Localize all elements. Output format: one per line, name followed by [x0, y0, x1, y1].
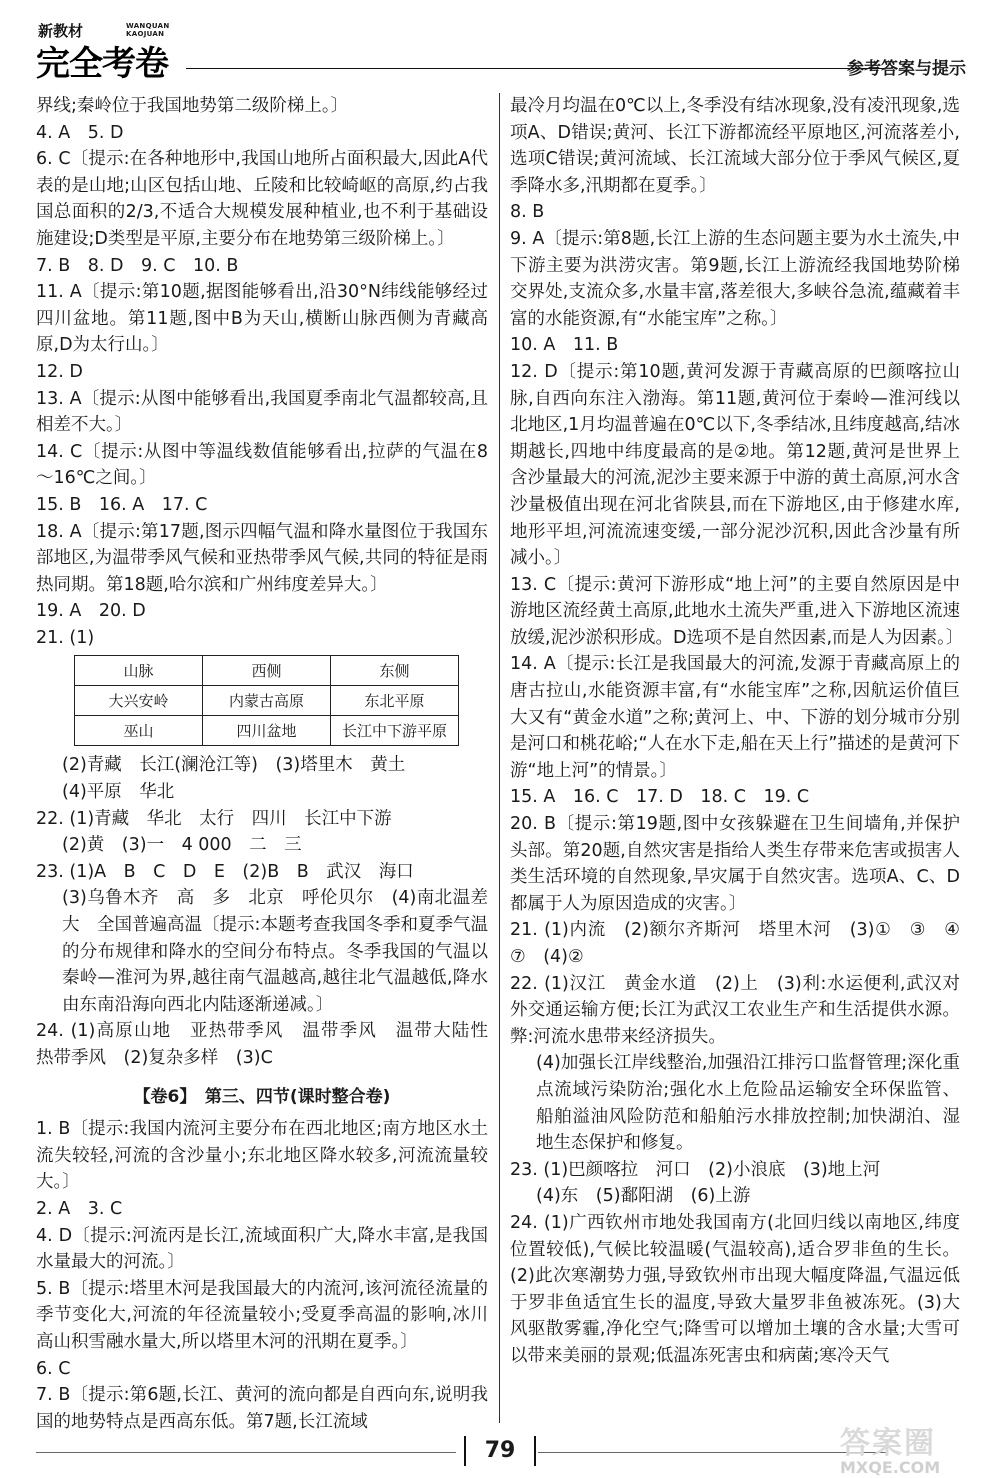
answer-item: 14. C〔提示:从图中等温线数值能够看出,拉萨的气温在8～16℃之间。〕: [36, 441, 488, 489]
answer-item: (3)乌鲁木齐 高 多 北京 呼伦贝尔 (4)南北温差大 全国普遍高温〔提示:本题考查我国冬季和夏季气温的分布规律和降水的空间分布特点。冬季我国的气温以秦岭—淮河为界,越往南气温越高,越往北气温越低,降水由东南沿海向西北内陆逐渐递减。〕: [62, 888, 488, 1015]
right-column: [510, 93, 978, 1370]
table-cell: 巫山: [75, 716, 203, 746]
header-divider: [186, 68, 886, 69]
answer-item: 6. C〔提示:在各种地形中,我国山地所占面积最大,因此A代表的是山地;山区包括山地、丘陵和比较崎岖的高原,约占我国总面积的2/3,不适合大规模发展种植业,也不利于基础设施建设;D类型是平原,主要分布在地势第三级阶梯上。〕: [36, 149, 488, 249]
footer-rule-right: [538, 1452, 888, 1453]
brand-series: 新教材: [38, 22, 84, 40]
section-heading: 【卷6】 第三、四节(课时整合卷): [133, 1086, 391, 1107]
answer-item: 6. C: [36, 1358, 71, 1379]
answer-item: 24. (1)广西钦州市地处我国南方(北回归线以南地区,纬度位置较低),气候比较温暖(气温较高),适合罗非鱼的生长。(2)此次寒潮势力强,导致钦州市出现大幅度降温,气温远低于罗非鱼适宜生长的温度,导致大量罗非鱼被冻死。(3)大风驱散雾霾,净化空气;降雪可以增加土壤的含水量;大雪可以带来美丽的景观;低温冻死害虫和病菌;寒冷天气: [510, 1212, 960, 1366]
answer-item: 12. D〔提示:第10题,黄河发源于青藏高原的巴颜喀拉山脉,自西向东注入渤海。第11题,黄河位于秦岭—淮河线以北地区,1月均温普遍在0℃以下,冬季结冰,且纬度越高,结冰期越长,四地中纬度最高的是②地。第12题,黄河是世界上含沙量最大的河流,泥沙主要来源于中游的黄土高原,河水含沙量极值出现在河北省陕县,而在下游地区,由于修建水库,地形平坦,河流流速变缓,一部分泥沙沉积,因此含沙量有所减小。〕: [510, 361, 960, 569]
table-cell: 东北平原: [331, 686, 459, 716]
table-cell: 内蒙古高原: [203, 686, 331, 716]
answer-item: 4. D〔提示:河流丙是长江,流域面积广大,降水丰富,是我国水量最大的河流。〕: [36, 1225, 488, 1273]
table-row: [75, 686, 459, 716]
answer-item: 22. (1)青藏 华北 太行 四川 长江中下游: [36, 808, 392, 829]
brand-pinyin-line-2: KAOJUAN: [126, 30, 165, 38]
answer-item: 13. C〔提示:黄河下游形成“地上河”的主要自然原因是中游地区流经黄土高原,此地水土流失严重,进入下游地区流速放缓,泥沙淤积形成。D选项不是自然因素,而是人为因素。〕: [510, 574, 964, 648]
answer-item: 7. B〔提示:第6题,长江、黄河的流向都是自西向东,说明我国的地势特点是西高东低。第7题,长江流域: [36, 1385, 488, 1432]
brand-logo-text: 完全考卷: [36, 44, 168, 84]
table-header-cell: 山脉: [75, 656, 203, 686]
answer-item: (4)东 (5)鄱阳湖 (6)上游: [536, 1186, 751, 1207]
answer-item: 5. B〔提示:塔里木河是我国最大的内流河,该河流径流量的季节变化大,河流的年径流量较小;受夏季高温的影响,冰川高山积雪融水量大,所以塔里木河的汛期在夏季。〕: [36, 1278, 488, 1352]
answer-item: 4. A 5. D: [36, 122, 124, 143]
watermark-logo: [840, 1418, 980, 1477]
answer-item: 9. A〔提示:第8题,长江上游的生态问题主要为水土流失,中下游主要为洪涝灾害。第9题,长江上游流经我国地势阶梯交界处,支流众多,水量丰富,落差很大,多峡谷急流,蕴藏着丰富的水能资源,有“水能宝库”之称。〕: [510, 228, 960, 329]
answer-item: 20. B〔提示:第19题,图中女孩躲避在卫生间墙角,并保护头部。第20题,自然灾害是指给人类生存带来危害或损害人类生活环境的自然现象,旱灾属于自然灾害。选项A、C、D都属于人为原因造成的灾害。〕: [510, 814, 960, 914]
page-header: [36, 20, 966, 84]
answer-item: (2)黄 (3)一 4 000 二 三: [62, 835, 302, 856]
answer-item: (4)加强长江岸线整治,加强沿江排污口监督管理;深化重点流域污染防治;强化水上危险品运输安全环保监管、船舶溢油风险防范和船舶污水排放控制;加快湖泊、湿地生态保护和修复。: [536, 1053, 960, 1154]
answer-table-21: [74, 655, 459, 746]
answer-item: 21. (1)内流 (2)额尔齐斯河 塔里木河 (3)① ③ ④ ⑦ (4)②: [510, 920, 978, 967]
answer-item: 24. (1)高原山地 亚热带季风 温带季风 温带大陆性 热带季风 (2)复杂多样 (3)C: [36, 1021, 506, 1068]
answer-item: 14. A〔提示:长江是我国最大的河流,发源于青藏高原上的唐古拉山,水能资源丰富,有“水能宝库”之称,因航运价值巨大又有“黄金水道”之称;黄河上、中、下游的划分城市分别是河口和桃花峪;“人在水下走,船在天上行”描述的是黄河下游“地上河”的情景。〕: [510, 654, 960, 781]
answer-item: 12. D: [36, 361, 83, 382]
answer-item: 最冷月均温在0℃以上,冬季没有结冰现象,没有凌汛现象,选项A、D错误;黄河、长江下游都流经平原地区,河流落差小,选项C错误;黄河流域、长江流域大部分位于季风气候区,夏季降水多,汛期都在夏季。〕: [510, 96, 960, 196]
table-row: [75, 656, 459, 686]
answer-item: 13. A〔提示:从图中能够看出,我国夏季南北气温都较高,且相差不大。〕: [36, 388, 488, 436]
answer-item: 7. B 8. D 9. C 10. B: [36, 255, 239, 276]
table-cell: 四川盆地: [203, 716, 331, 746]
footer-rule-left: [36, 1452, 456, 1453]
answer-item: 11. A〔提示:第10题,据图能够看出,沿30°N纬线能够经过四川盆地。第11题,图中B为天山,横断山脉西侧为青藏高原,D为太行山。〕: [36, 282, 488, 356]
answer-item: 21. (1): [36, 627, 95, 648]
column-divider: [499, 93, 500, 1423]
watermark-text: 答案圈: [840, 1426, 936, 1461]
answer-item: 22. (1)汉江 黄金水道 (2)上 (3)利:水运便利,武汉对外交通运输方便;长江为武汉工农业生产和生活提供水源。弊:河流水患带来经济损失。: [510, 973, 960, 1047]
answer-item: 23. (1)A B C D E (2)B B 武汉 海口: [36, 861, 414, 882]
answer-item: 15. B 16. A 17. C: [36, 494, 208, 515]
answer-item: 1. B〔提示:我国内流河主要分布在西北地区;南方地区水土流失较轻,河流的含沙量小;东北地区降水较多,河流流量较大。〕: [36, 1119, 488, 1193]
page-number: 79: [464, 1436, 536, 1466]
brand-pinyin-line-1: WANQUAN: [126, 22, 170, 30]
answer-item: (2)青藏 长江(澜沧江等) (3)塔里木 黄土: [62, 755, 406, 776]
answer-item: (4)平原 华北: [62, 782, 175, 803]
answer-item: 界线;秦岭位于我国地势第二级阶梯上。〕: [36, 96, 349, 116]
answer-item: 15. A 16. C 17. D 18. C 19. C: [510, 787, 810, 808]
table-cell: 大兴安岭: [75, 686, 203, 716]
table-cell: 长江中下游平原: [331, 716, 459, 746]
table-header-cell: 西侧: [203, 656, 331, 686]
section-title: 参考答案与提示: [847, 59, 966, 79]
answer-item: 18. A〔提示:第17题,图示四幅气温和降水量图位于我国东部地区,为温带季风气候和亚热带季风气候,共同的特征是雨热同期。第18题,哈尔滨和广州纬度差异大。〕: [36, 521, 488, 595]
answer-item: 23. (1)巴颜喀拉 河口 (2)小浪底 (3)地上河: [510, 1159, 881, 1180]
page-footer: [36, 1432, 966, 1472]
answer-item: 8. B: [510, 202, 545, 223]
table-row: [75, 716, 459, 746]
table-header-cell: 东侧: [331, 656, 459, 686]
answer-item: 19. A 20. D: [36, 601, 146, 622]
watermark-url: MXQE.COM: [840, 1458, 941, 1477]
answer-item: 10. A 11. B: [510, 335, 619, 356]
answer-item: 2. A 3. C: [36, 1198, 123, 1219]
left-column: [36, 93, 506, 1435]
